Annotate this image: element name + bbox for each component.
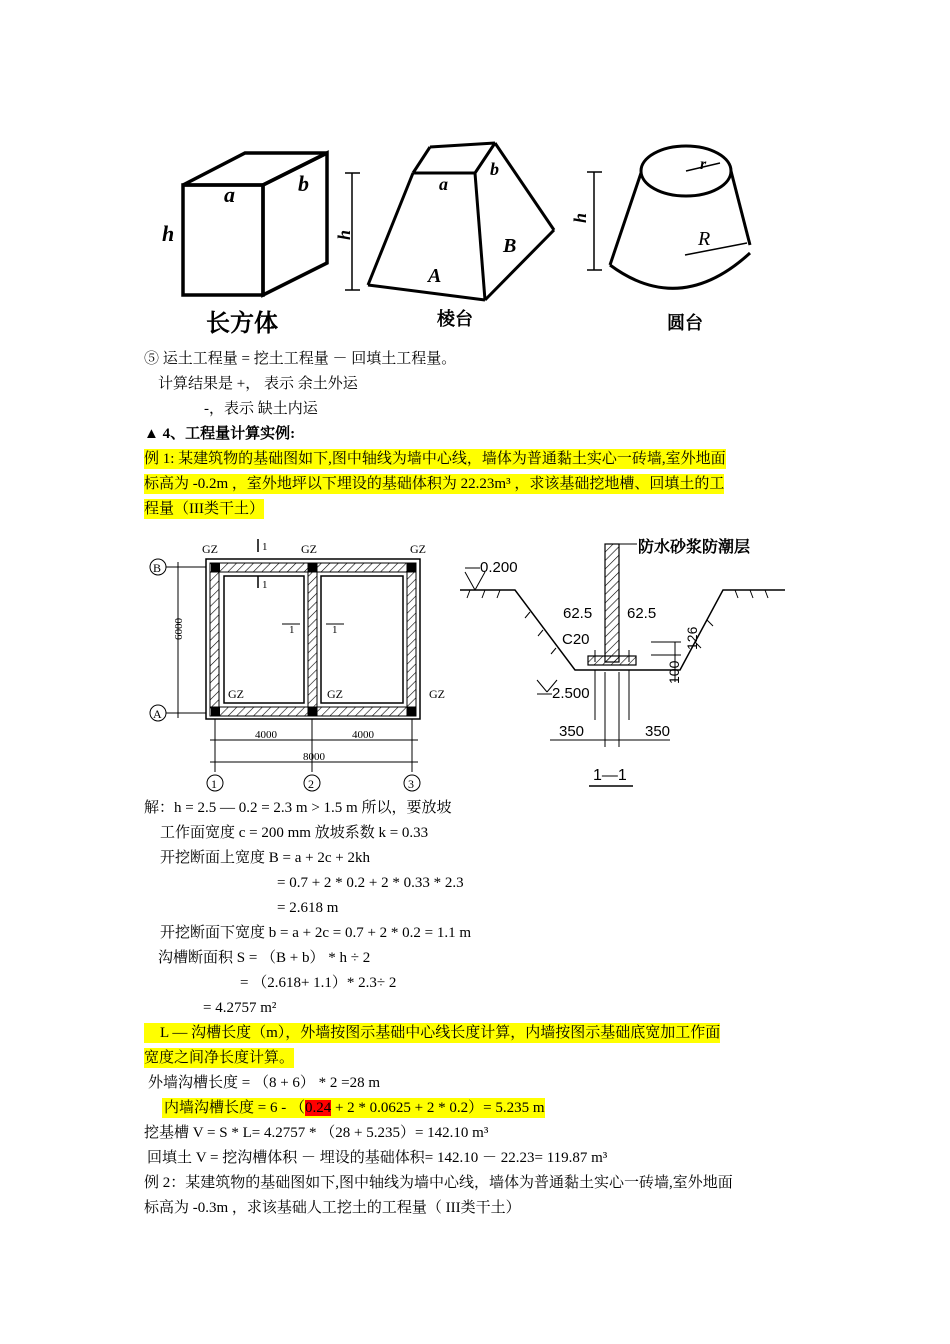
cone-frustum-drawing (610, 146, 750, 288)
inner-length-part2: + 2 * 0.0625 + 2 * 0.2）= 5.235 m (331, 1100, 545, 1116)
calc-line-lower-width: 开挖断面下宽度 b = a + 2c = 0.7 + 2 * 0.2 = 1.1 m (160, 925, 472, 941)
calc-line-upper-width-expr: = 0.7 + 2 * 0.2 + 2 * 0.33 * 2.3 (277, 875, 464, 891)
text-line-shortage: -，表示 缺土内运 (204, 401, 318, 417)
frustum-b-label: b (490, 159, 499, 179)
concrete-label: C20 (562, 631, 590, 648)
solids-figure (140, 125, 780, 340)
frustum-h-label: h (334, 229, 354, 240)
section-mark-left-room: 1 (289, 624, 295, 636)
example2-line1: 例 2：某建筑物的基础图如下,图中轴线为墙中心线，墙体为普通黏土实心一砖墙,室外地面 (144, 1175, 733, 1191)
example1-line3: 程量（III类干土） (144, 501, 264, 517)
gz-label-bottom-right: GZ (429, 687, 445, 701)
dim-100: 100 (666, 660, 682, 684)
calc-line-outer-length: 外墙沟槽长度 = （8 + 6） * 2 =28 m (148, 1075, 381, 1091)
elevation-top: —0.200 (465, 559, 518, 576)
section-heading-examples: ▲ 4、工程量计算实例: (144, 426, 296, 442)
section-mark-top: 1 (262, 541, 268, 553)
calc-line-upper-width: 开挖断面上宽度 B = a + 2c + 2kh (160, 850, 370, 866)
gz-label-bottom-mid: GZ (327, 687, 343, 701)
axis-label-2: 2 (308, 777, 314, 791)
section-title-dpc: 防水砂浆防潮层 (638, 539, 751, 556)
calc-line-h: 解：h = 2.5 — 0.2 = 2.3 m > 1.5 m 所以，要放坡 (144, 800, 452, 816)
frustum-a-label: a (439, 174, 448, 194)
inner-length-part1: 内墙沟槽长度 = 6 - （ (164, 1100, 305, 1116)
calc-line-area-result: = 4.2757 m² (203, 1000, 277, 1016)
cuboid-a-label: a (224, 182, 235, 207)
calc-line-area: 沟槽断面积 S = （B + b） * h ÷ 2 (158, 950, 371, 966)
calc-line-area-expr: = （2.618+ 1.1）* 2.3÷ 2 (240, 975, 397, 991)
calc-line-length-def: L — 沟槽长度（m），外墙按图示基础中心线长度计算，内墙按图示基础底宽加工作面 (144, 1023, 720, 1043)
dim-62-5-left: 62.5 (563, 605, 593, 622)
calc-line-backfill: 回填土 V = 挖沟槽体积 － 埋设的基础体积= 142.10 － 22.23= 119.87 m³ (147, 1150, 608, 1166)
cone-caption: 圆台 (667, 313, 703, 333)
example1-line2: 标高为 -0.2m ，室外地坪以下埋设的基础体积为 22.23m³ ，求该基础挖地槽、回填土的工 (144, 476, 725, 492)
calc-line-inner-length (162, 1098, 545, 1118)
gz-label-top-left: GZ (202, 542, 218, 556)
text-line-surplus: 计算结果是 +， 表示 余土外运 (158, 376, 358, 392)
calc-line-upper-width-result: = 2.618 m (277, 900, 339, 916)
section-1-1-drawing (455, 532, 790, 794)
example2-line2: 标高为 -0.3m ，求该基础人工挖土的工程量（ III类干土） (144, 1200, 521, 1216)
gz-label-top-right: GZ (410, 542, 426, 556)
cone-h-label: h (570, 212, 590, 223)
dim-350-right: 350 (645, 723, 671, 740)
gz-label-top-mid: GZ (301, 542, 317, 556)
foundation-plan (140, 532, 460, 794)
axis-label-A: A (153, 707, 162, 721)
frustum-A-label: A (428, 265, 442, 287)
example1-line1: 例 1: 某建筑物的基础图如下,图中轴线为墙中心线，墙体为普通黏土实心一砖墙,室外地面 (144, 451, 726, 467)
dim-8000: 8000 (303, 751, 325, 763)
dim-4000-left: 4000 (255, 729, 277, 741)
section-mark-right-room: 1 (332, 624, 338, 636)
frustum-caption: 棱台 (437, 309, 473, 329)
cuboid-caption: 长方体 (206, 311, 278, 337)
frustum-B-label: B (503, 235, 517, 257)
calc-line-length-def-cont: 宽度之间净长度计算。 (144, 1050, 295, 1066)
axis-label-3: 3 (408, 777, 414, 791)
inner-length-highlight-024: 0.24 (304, 1100, 332, 1116)
frustum-drawing (368, 143, 554, 300)
section-label: 1—1 (593, 767, 627, 784)
section-mark-inner: 1 (262, 579, 268, 591)
cuboid-h-label: h (162, 221, 175, 246)
dim-vertical-6000: 6000 (173, 618, 185, 640)
calc-line-workface: 工作面宽度 c = 200 mm 放坡系数 k = 0.33 (160, 825, 429, 841)
axis-label-1: 1 (211, 777, 217, 791)
axis-label-B: B (153, 561, 162, 575)
dim-62-5-right: 62.5 (627, 605, 657, 622)
cone-R-label: R (698, 228, 711, 250)
calc-line-excavation: 挖基槽 V = S * L= 4.2757 * （28 + 5.235）= 142.10 m³ (144, 1125, 489, 1141)
text-line-earth-transport: ⑤ 运土工程量 = 挖土工程量 － 回填土工程量。 (144, 351, 457, 367)
dim-350-left: 350 (559, 723, 585, 740)
dim-4000-right: 4000 (352, 729, 374, 741)
cone-r-label: r (700, 156, 707, 173)
elevation-bottom: —2.500 (537, 685, 590, 702)
cuboid-b-label: b (298, 171, 309, 196)
dim-126: 126 (684, 626, 700, 650)
gz-label-bottom-left: GZ (228, 687, 244, 701)
